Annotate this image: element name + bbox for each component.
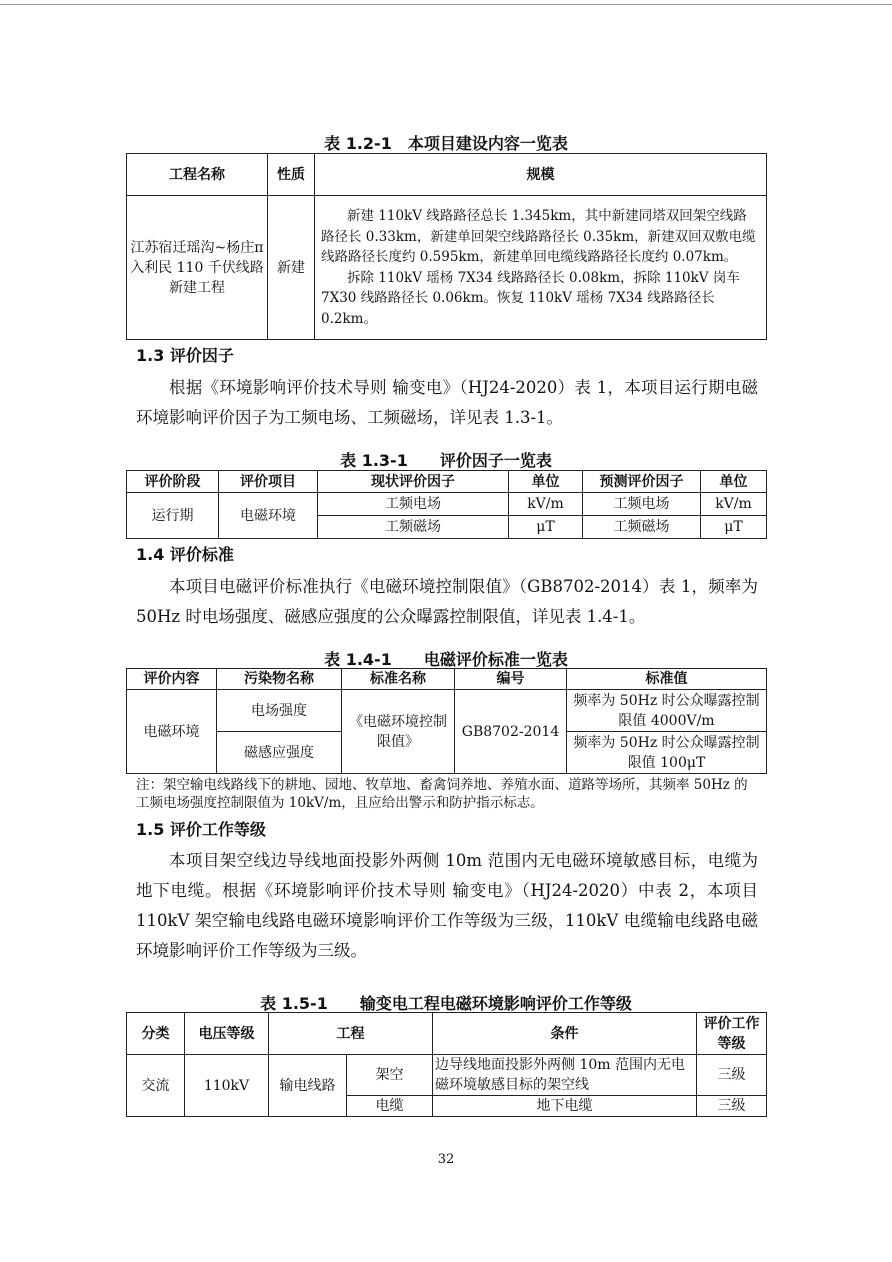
cell-item: 电磁环境 bbox=[219, 493, 318, 539]
section-1-5-title: 1.5 评价工作等级 bbox=[136, 820, 266, 839]
header-project: 工程 bbox=[269, 1013, 433, 1055]
table-1-5-1 bbox=[126, 1012, 767, 1117]
cell-standard-name: 《电磁环境控制限值》 bbox=[342, 690, 455, 774]
cell-unit: kV/m bbox=[701, 493, 767, 516]
cell-standard-value: 频率为 50Hz 时公众曝露控制限值 4000V/m bbox=[567, 690, 767, 732]
page-top-rule bbox=[0, 4, 892, 5]
header-unit-1: 单位 bbox=[509, 471, 583, 493]
header-category: 分类 bbox=[127, 1013, 185, 1055]
cell-predicted-factor: 工频电场 bbox=[583, 493, 701, 516]
header-condition: 条件 bbox=[433, 1013, 697, 1055]
header-voltage: 电压等级 bbox=[185, 1013, 269, 1055]
section-1-4-paragraph: 本项目电磁评价标准执行《电磁环境控制限值》（GB8702-2014）表 1，频率为 50Hz 时电场强度、磁感应强度的公众曝露控制限值，详见表 1.4-1。 bbox=[136, 577, 758, 626]
section-1-3-title: 1.3 评价因子 bbox=[136, 346, 234, 365]
scale-paragraph-remove: 拆除 110kV 瑶杨 7X34 线路路径长 0.08km，拆除 110kV 岗车 7X30 线路路径长 0.06km。恢复 110kV 瑶杨 7X34 线路路径长 0.2km。 bbox=[321, 269, 740, 327]
cell-stage: 运行期 bbox=[127, 493, 219, 539]
header-standard-value: 标准值 bbox=[567, 669, 767, 690]
table-1-4-1-body bbox=[126, 668, 767, 774]
header-current-factor: 现状评价因子 bbox=[318, 471, 509, 493]
table-1-4-1-caption: 表 1.4-1 电磁评价标准一览表 bbox=[324, 650, 568, 669]
table-1-2-1 bbox=[126, 153, 767, 340]
header-standard-name: 标准名称 bbox=[342, 669, 455, 690]
table-1-3-1 bbox=[126, 470, 767, 539]
header-item: 评价项目 bbox=[219, 471, 318, 493]
header-level: 评价工作等级 bbox=[697, 1013, 767, 1055]
page-number: 32 bbox=[437, 1152, 455, 1167]
section-1-4-title: 1.4 评价标准 bbox=[136, 545, 234, 564]
cell-current-factor: 工频磁场 bbox=[318, 516, 509, 539]
cell-nature: 新建 bbox=[268, 196, 315, 340]
header-nature: 性质 bbox=[268, 154, 315, 196]
cell-scale bbox=[315, 196, 767, 340]
cell-category: 交流 bbox=[127, 1055, 185, 1117]
header-unit-2: 单位 bbox=[701, 471, 767, 493]
cell-pollutant: 磁感应强度 bbox=[217, 732, 342, 774]
cell-line-type: 架空 bbox=[347, 1055, 433, 1096]
header-predicted-factor: 预测评价因子 bbox=[583, 471, 701, 493]
section-1-3-paragraph: 根据《环境影响评价技术导则 输变电》（HJ24-2020）表 1，本项目运行期电磁环境影响评价因子为工频电场、工频磁场，详见表 1.3-1。 bbox=[136, 378, 758, 427]
table-1-4-1-note: 注：架空输电线路线下的耕地、园地、牧草地、畜禽饲养地、养殖水面、道路等场所，其频率 50Hz 的工频电场强度控制限值为 10kV/m，且应给出警示和防护指示标志。 bbox=[136, 777, 748, 811]
header-content: 评价内容 bbox=[127, 669, 217, 690]
header-scale: 规模 bbox=[315, 154, 767, 196]
header-standard-no: 编号 bbox=[455, 669, 567, 690]
cell-standard-value: 频率为 50Hz 时公众曝露控制限值 100μT bbox=[567, 732, 767, 774]
cell-project: 输电线路 bbox=[269, 1055, 347, 1117]
cell-voltage: 110kV bbox=[185, 1055, 269, 1117]
table-1-3-1-caption: 表 1.3-1 评价因子一览表 bbox=[340, 451, 552, 470]
cell-standard-no: GB8702-2014 bbox=[455, 690, 567, 774]
header-pollutant: 污染物名称 bbox=[217, 669, 342, 690]
cell-current-factor: 工频电场 bbox=[318, 493, 509, 516]
section-1-5-paragraph: 本项目架空线边导线地面投影外两侧 10m 范围内无电磁环境敏感目标，电缆为地下电缆。根据《环境影响评价技术导则 输变电》（HJ24-2020）中表 2，本项目 110kV 架空输电线路电磁环境影响评价工作等级为三级，110kV 电缆输电线路电磁环境影响评价工作等级为三级。 bbox=[136, 851, 758, 960]
cell-project-name: 江苏宿迁瑶沟~杨庄π入利民 110 千伏线路新建工程 bbox=[127, 196, 268, 340]
table-1-5-1-caption: 表 1.5-1 输变电工程电磁环境影响评价工作等级 bbox=[260, 994, 632, 1013]
scale-paragraph-new: 新建 110kV 线路路径总长 1.345km，其中新建同塔双回架空线路路径长 0.33km，新建单回架空线路路径长 0.35km，新建双回双敷电缆线路路径长度约 0.595km，新建单回电缆线路路径长度约 0.07km。 bbox=[321, 208, 756, 265]
table-1-2-1-caption: 表 1.2-1 本项目建设内容一览表 bbox=[324, 134, 568, 153]
cell-content: 电磁环境 bbox=[127, 690, 217, 774]
cell-unit: μT bbox=[509, 516, 583, 539]
cell-condition: 边导线地面投影外两侧 10m 范围内无电磁环境敏感目标的架空线 bbox=[433, 1055, 697, 1096]
header-project-name: 工程名称 bbox=[127, 154, 268, 196]
cell-condition: 地下电缆 bbox=[433, 1096, 697, 1117]
cell-line-type: 电缆 bbox=[347, 1096, 433, 1117]
cell-level: 三级 bbox=[697, 1096, 767, 1117]
header-stage: 评价阶段 bbox=[127, 471, 219, 493]
cell-predicted-factor: 工频磁场 bbox=[583, 516, 701, 539]
cell-pollutant: 电场强度 bbox=[217, 690, 342, 732]
cell-unit: μT bbox=[701, 516, 767, 539]
cell-unit: kV/m bbox=[509, 493, 583, 516]
cell-level: 三级 bbox=[697, 1055, 767, 1096]
